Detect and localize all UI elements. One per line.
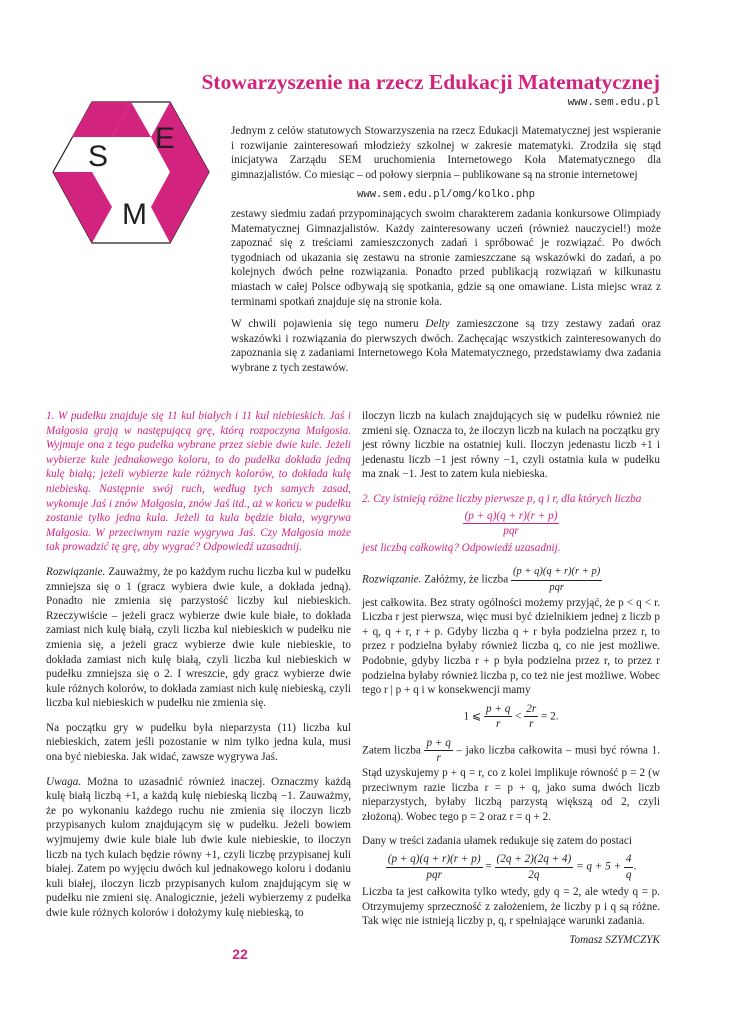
- zatem-start: Zatem liczba: [362, 744, 421, 757]
- remark-text: Można to uzasadnić również inaczej. Oznaczmy każdą kulę białą liczbą +1, a każdą kulę niebieską liczbą −1. Zauważmy, że po wykonaniu każdego ruchu nie zmienia się iloczyn liczb przypisanych kulom znajdującym się w pudełku. Jeżeli bowiem wyjmujemy dwie kule białe lub dwie kule niebieskie, to iloczyn liczb na tych kulach będzie równy +1, czyli liczbę przypisanej kuli białej. Zatem po wyjęciu dwóch kul jednakowego koloru i dodaniu kuli białej, iloczyn liczb przypisanych kulom znajdującym się w pudełku nie zmieni się. Analogicznie, jeżeli wybierzemy z pudełka dwie kule różnych kolorów i dołożymy kulę niebieską, to: [46, 775, 351, 919]
- delta-title: Delty: [425, 318, 450, 331]
- eq-rest: = q + 5 +: [576, 860, 622, 873]
- eq-num-2: (2q + 2)(2q + 4): [495, 852, 574, 868]
- solution-2-text: jest całkowita. Bez straty ogólności możemy przyjąć, że p < q < r. Liczba r jest pierwsza, więc musi być dzielnikiem jednej z liczb p + q, q + r, r + p. Gdyby liczba q + r była podzielna przez r, to przez r podzielna byłaby również liczba q, co nie jest możliwe. Podobnie, gdyby liczba r + p była podzielna przez r, to przez r podzielna byłaby również liczba p, co też nie jest możliwe. Wobec tego r | p + q i w konsekwencji mamy: [362, 596, 660, 697]
- logo-letter-s: S: [88, 140, 109, 173]
- ineq-num-1: p + q: [484, 702, 512, 718]
- ineq-den-2: r: [529, 718, 534, 731]
- fraction-numerator: (p + q)(q + r)(r + p): [463, 509, 560, 525]
- right-column: [362, 409, 660, 948]
- intro-link[interactable]: www.sem.edu.pl/omg/kolko.php: [356, 189, 535, 202]
- intro-p3-end: zamieszczone są trzy zestawy zadań oraz wskazówki i rozwiązania do pierwszych dwóch. Zachęcając wszystkich zainteresowanych do zapoznania się z zadaniami Internetowego Koła Matematycznego, przedstawiamy dwa zadania wybrane z tych zestawów.: [231, 318, 661, 374]
- sem-logo: [52, 100, 210, 245]
- logo-letter-m: M: [122, 198, 147, 231]
- problem-2-question: jest liczbą całkowitą? Odpowiedź uzasadnij.: [362, 541, 561, 554]
- solution-1-conclusion: Na początku gry w pudełku była nieparzysta (11) liczba kul niebieskich, zatem jeśli pozostanie w nim tylko jedna kula, musi ona być niebieska. Jak widać, zawsze wygrywa Jaś.: [46, 721, 351, 764]
- reduction-equation: [362, 852, 660, 882]
- solution-1: [46, 565, 351, 711]
- eq-den-1: pqr: [426, 868, 442, 881]
- ineq-num-2: 2r: [524, 702, 538, 718]
- fraction-denominator: pqr: [503, 525, 519, 538]
- remark: [46, 775, 351, 921]
- solution-fraction-denominator: pqr: [549, 581, 564, 593]
- eq-num-3: 4: [624, 852, 634, 868]
- eq-den-3: q: [625, 868, 632, 881]
- intro-section: [231, 124, 661, 376]
- solution-2-intro: [362, 565, 660, 595]
- remark-continuation: iloczyn liczb na kulach znajdujących się w pudełku również nie zmieni się. Oznacza to, że iloczyn liczb na kulach na początku gry jest równy liczbie na ostatniej kuli. Iloczyn jedenastu liczb +1 i jedenastu liczb −1 jest równy −1, czyli ostatnia kula w pudełku ma znak −1. Jest to zatem kula niebieska.: [362, 410, 660, 481]
- problem-2-statement: 2. Czy istnieją różne liczby pierwsze p, q i r, dla których liczba: [362, 492, 642, 505]
- eq-dot: .: [633, 860, 637, 873]
- problem-2-fraction: [362, 509, 660, 539]
- intro-p3-start: W chwili pojawienia się tego numeru: [231, 318, 426, 331]
- solution-1-label: Rozwiązanie.: [46, 565, 106, 578]
- eq-num-1: (p + q)(q + r)(r + p): [386, 852, 483, 868]
- solution-2-label: Rozwiązanie.: [362, 574, 422, 587]
- final-paragraph: Liczba ta jest całkowita tylko wtedy, gdy q = 2, ale wtedy q = p. Otrzymujemy sprzeczność z założeniem, że liczby p i q są różne. Tak więc nie istnieją liczby p, q, r spełniające warunki zadania.: [362, 886, 660, 928]
- eq-sign: =: [485, 860, 492, 873]
- zatem-num: p + q: [424, 736, 452, 752]
- ineq-den-1: r: [496, 718, 501, 731]
- solution-fraction-numerator: (p + q)(q + r)(r + p): [511, 565, 602, 581]
- zatem-end: – jako liczba całkowita – musi być równa 1. Stąd uzyskujemy p + q = r, co z kolei implikuje równość p = 2 (w przeciwnym razie liczba r = p + q, jako suma dwóch liczb nieparzystych, byłaby liczbą parzystą większą od 2, czyli złożoną). Wobec tego p = 2 oraz r = q + 2.: [362, 744, 660, 823]
- author: Tomasz SZYMCZYK: [569, 934, 660, 946]
- zatem-paragraph: [362, 736, 660, 825]
- ineq-left: 1 ⩽: [463, 710, 482, 723]
- intro-paragraph-1: Jednym z celów statutowych Stowarzyszenia na rzecz Edukacji Matematycznej jest wspieranie i rozwijanie zainteresowań młodzieży szkolnej w zakresie matematyki. Zrodziła się stąd inicjatywa Zarządu SEM uruchomienia Internetowego Koła Matematycznego dla gimnazjalistów. Co miesiąc – od połowy sierpnia – publikowane są na stronie internetowej: [231, 125, 661, 181]
- remark-label: Uwaga.: [46, 775, 82, 788]
- page-number: 22: [232, 946, 248, 962]
- ineq-mid: <: [515, 710, 522, 723]
- site-url: www.sem.edu.pl: [567, 97, 660, 109]
- reduction-intro: Dany w treści zadania ułamek redukuje się zatem do postaci: [362, 835, 632, 848]
- ineq-right: = 2.: [541, 710, 559, 723]
- zatem-den: r: [436, 752, 441, 765]
- page-title: Stowarzyszenie na rzecz Edukacji Matematycznej: [201, 70, 660, 94]
- eq-den-2: 2q: [528, 868, 540, 881]
- logo-letter-e: E: [155, 122, 176, 155]
- solution-2-intro-text: Załóżmy, że liczba: [421, 574, 509, 587]
- left-column: [46, 409, 351, 921]
- solution-1-text: Zauważmy, że po każdym ruchu liczba kul w pudełku zmniejsza się o 1 (gracz wybiera dwie kule, a dokłada jedną). Ponadto nie zmienia się parzystość liczby kul niebieskich. Rzeczywiście – jeżeli gracz wybierze dwie kule białe, to dokłada zamiast nich kulę białą, czyli liczba kul niebieskich w pudełku nie zmienia się, a jeżeli gracz wybierze dwie kule niebieskie, to dokłada zamiast nich kulę białą, czyli liczba kul niebieskich w pudełku zmniejsza się o 2. I wreszcie, gdy gracz wybierze dwie kule różnych kolorów, to dokłada zamiast nich kulę niebieską, czyli liczba kul niebieskich w pudełku nie zmienia się.: [46, 565, 351, 710]
- intro-paragraph-2: zestawy siedmiu zadań przypominających swoim charakterem zadania konkursowe Olimpiady Matematycznej Gimnazjalistów. Każdy zainteresowany uczeń (również nauczyciel!) może zapoznać się z treściami zamieszczonych zadań i spróbować je rozwiązać. Po dwóch tygodniach od ukazania się zestawu na stronie zamieszczane są wskazówki do zadań, a po kolejnych dwóch pełne rozwiązania. Ponadto przed publikacją rozwiązań w kilkunastu miastach w całej Polsce odbywają się spotkania, gdzie są one omawiane. Lista miejsc wraz z terminami spotkań znajduje się na stronie koła.: [231, 207, 661, 308]
- intro-paragraph-3: [231, 317, 661, 375]
- problem-1: 1. W pudełku znajduje się 11 kul białych i 11 kul niebieskich. Jaś i Małgosia grają w następującą grę, którą rozpoczyna Małgosia. Wyjmuje ona z tego pudełka wybrane przez siebie dwie kule. Jeżeli wybierze kule jednakowego koloru, to do pudełka dokłada jedną kulę białą; jeżeli wybierze kule różnych kolorów, to dokłada kulę niebieską. Następnie swój ruch, według tych samych zasad, wykonuje Jaś i znów Małgosia, znów Jaś itd., aż w końcu w pudełku zostanie tylko jedna kula. Jeżeli ta kula będzie biała, wygrywa Małgosia. W przeciwnym razie wygrywa Jaś. Czy Małgosia może tak prowadzić tę grę, aby wygrać? Odpowiedź uzasadnij.: [46, 410, 351, 554]
- inequality: [362, 702, 660, 732]
